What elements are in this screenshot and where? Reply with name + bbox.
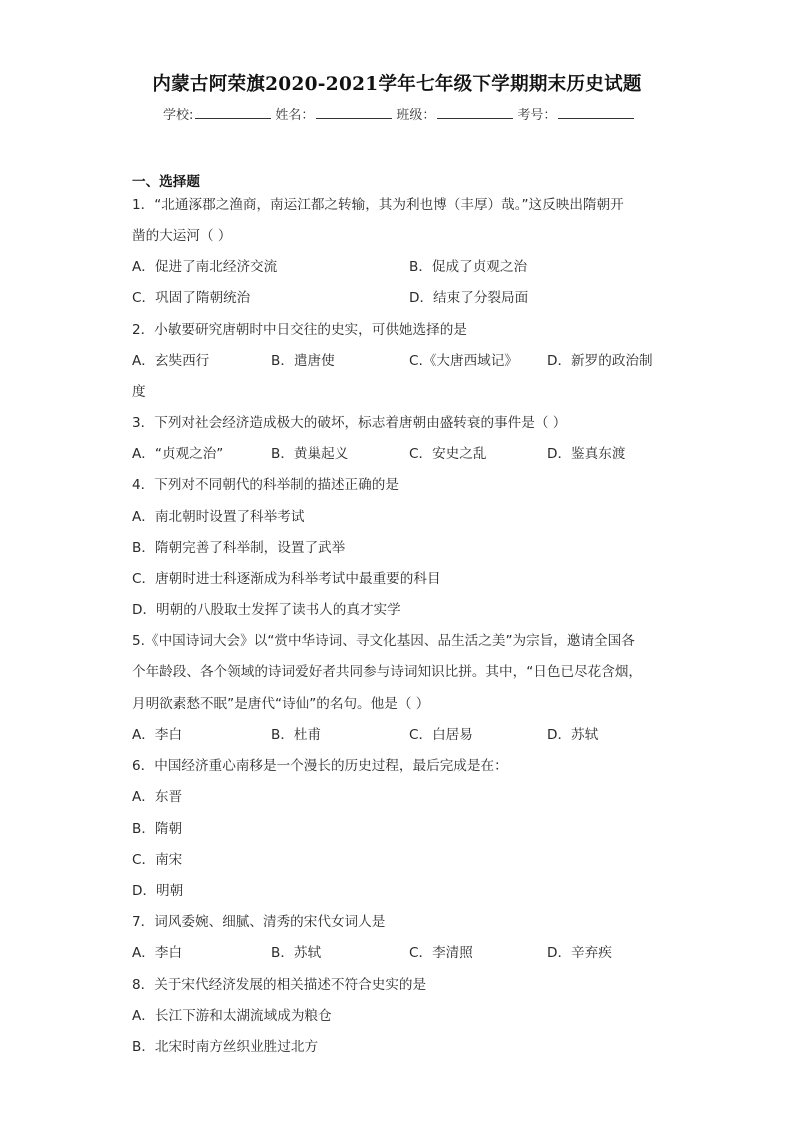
question-4-option-d: D．明朝的八股取士发挥了读书人的真才实学 [132,602,401,618]
name-label: 姓名： [275,108,315,123]
question-2-option-d-continuation: 度 [132,384,146,400]
question-4-option-a: A．南北朝时设置了科举考试 [132,509,305,525]
question-3-line-1: 3．下列对社会经济造成极大的破坏，标志着唐朝由盛转衰的事件是（ ） [132,415,567,431]
exam-number-label: 考号： [517,108,557,123]
question-7-option-b: B．苏轼 [271,945,322,961]
question-3-option-a: A．“贞观之治” [132,446,224,462]
question-6-option-b: B．隋朝 [132,821,183,837]
question-3-option-b: B．黄巢起义 [271,446,349,462]
page-title: 内蒙古阿荣旗2020-2021学年七年级下学期期末历史试题 [152,74,642,95]
question-7-option-a: A．李白 [132,945,183,961]
question-5-option-d: D．苏轼 [547,727,599,743]
question-6-line-1: 6．中国经济重心南移是一个漫长的历史过程，最后完成是在： [132,758,508,774]
question-1-option-b: B．促成了贞观之治 [409,259,528,275]
question-8-line-1: 8．关于宋代经济发展的相关描述不符合史实的是 [132,977,427,993]
school-label: 学校: [163,108,194,123]
question-5-line-2: 个年龄段、各个领域的诗词爱好者共同参与诗词知识比拼。其中，“日色已尽花含烟， [132,664,643,680]
question-5-line-3: 月明欲素愁不眠”是唐代“诗仙”的名句。他是（ ） [132,696,430,712]
question-6-option-d: D．明朝 [132,883,184,899]
question-5-line-1: 5.《中国诗词大会》以“赏中华诗词、寻文化基因、品生活之美”为宗旨，邀请全国各 [132,633,635,649]
question-3-option-d: D．鉴真东渡 [547,446,626,462]
question-1-option-d: D．结束了分裂局面 [409,290,529,306]
question-2-option-b: B．遣唐使 [271,353,335,369]
question-4-line-1: 4．下列对不同朝代的科举制的描述正确的是 [132,477,399,493]
exam-number-blank[interactable] [558,106,634,119]
question-7-line-1: 7．词风委婉、细腻、清秀的宋代女词人是 [132,914,386,930]
question-4-option-c: C．唐朝时进士科逐渐成为科举考试中最重要的科目 [132,571,441,587]
class-blank[interactable] [437,106,513,119]
question-8-option-a: A．长江下游和太湖流域成为粮仓 [132,1008,332,1024]
question-2-option-d: D．新罗的政治制 [547,353,653,369]
question-5-option-c: C．白居易 [409,727,473,743]
question-2-option-a: A．玄奘西行 [132,353,210,369]
question-1-option-c: C．巩固了隋朝统治 [132,290,251,306]
question-6-option-c: C．南宋 [132,852,183,868]
question-1-line-2: 凿的大运河（ ） [132,228,232,244]
question-2-line-1: 2．小敏要研究唐朝时中日交往的史实，可供她选择的是 [132,322,467,338]
question-7-option-c: C．李清照 [409,945,473,961]
question-5-option-b: B．杜甫 [271,727,322,743]
question-4-option-b: B．隋朝完善了科举制，设置了武举 [132,540,346,556]
question-6-option-a: A．东晋 [132,789,183,805]
question-5-option-a: A．李白 [132,727,183,743]
question-1-line-1: 1．“北通涿郡之渔商，南运江都之转输，其为利也博（丰厚）哉。”这反映出隋朝开 [132,197,624,213]
section-heading: 一、选择题 [132,174,200,190]
question-2-option-c: C.《大唐西域记》 [409,353,518,369]
name-blank[interactable] [316,106,392,119]
question-7-option-d: D．辛弃疾 [547,945,612,961]
school-blank[interactable] [195,106,271,119]
question-1-option-a: A．促进了南北经济交流 [132,259,278,275]
question-8-option-b: B．北宋时南方丝织业胜过北方 [132,1039,319,1055]
question-3-option-c: C．安史之乱 [409,446,487,462]
student-info-row [163,104,638,123]
class-label: 班级： [396,108,436,123]
